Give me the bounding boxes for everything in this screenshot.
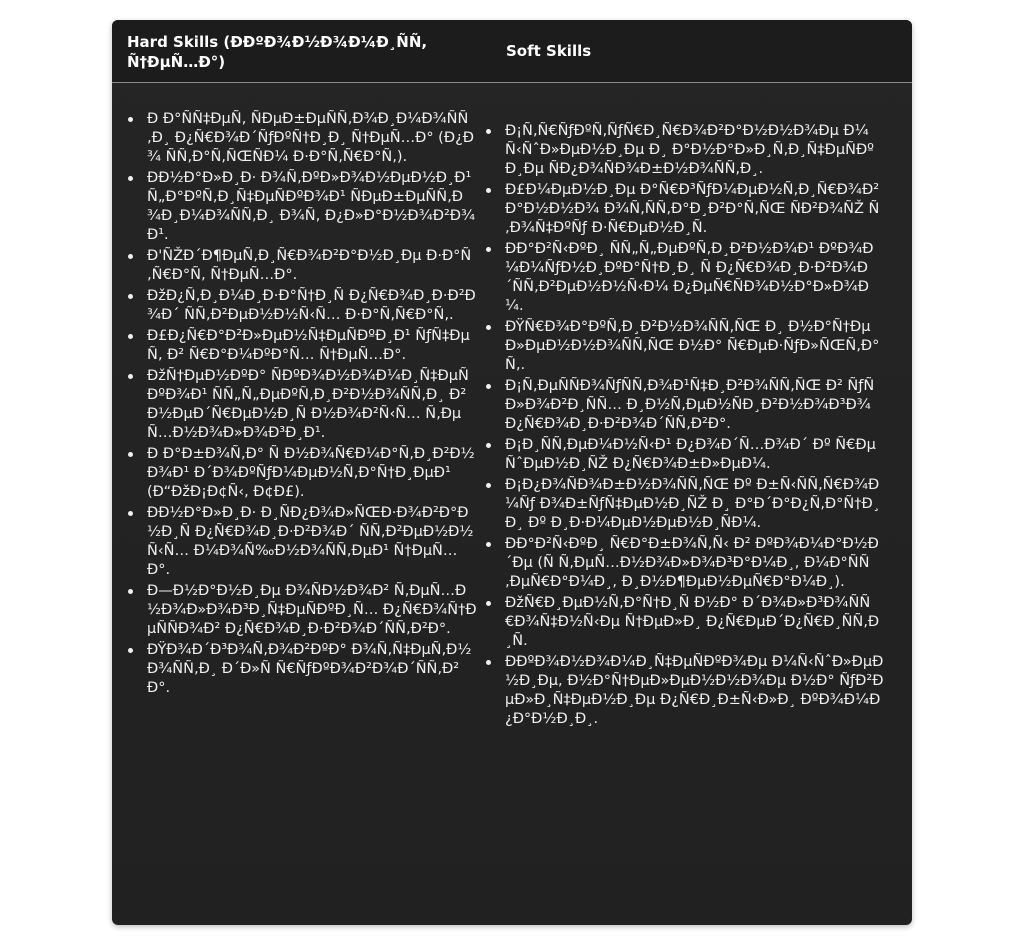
list-item — [505, 594, 885, 651]
soft-skill-text: Ð¡Ñ‚Ñ€ÑƒÐºÑ‚ÑƒÑ€Ð¸Ñ€Ð¾Ð²Ð°Ð½Ð½Ð¾Ðµ Ð¼Ñ‹ÑˆÐ»ÐµÐ½Ð¸Ðµ Ð¸ Ð°Ð½Ð°Ð»Ð¸Ñ‚Ð¸Ñ‡ÐµÑÐºÐ¸Ðµ ÑÐ¿Ð¾ÑÐ¾Ð±Ð½Ð¾ÑÑ‚Ð¸. — [505, 123, 875, 177]
soft-skill-text: ÐÐ°Ð²Ñ‹ÐºÐ¸ ÑÑ„Ñ„ÐµÐºÑ‚Ð¸Ð²Ð½Ð¾Ð¹ ÐºÐ¾Ð¼Ð¼ÑƒÐ½Ð¸ÐºÐ°Ñ†Ð¸Ð¸ Ñ Ð¿Ñ€Ð¾Ð¸Ð·Ð²Ð¾Ð´ÑÑ‚Ð²ÐµÐ½Ð½Ñ‹Ð¼ Ð¿ÐµÑ€ÑÐ¾Ð½Ð°Ð»Ð¾Ð¼. — [505, 241, 874, 314]
soft-skill-text: ÐÐºÐ¾Ð½Ð¾Ð¼Ð¸Ñ‡ÐµÑÐºÐ¾Ðµ Ð¼Ñ‹ÑˆÐ»ÐµÐ½Ð¸Ðµ, Ð½Ð°Ñ†ÐµÐ»ÐµÐ½Ð½Ð¾Ðµ Ð½Ð° ÑƒÐ²ÐµÐ»Ð¸Ñ‡ÐµÐ½Ð¸Ðµ Ð¿Ñ€Ð¸Ð±Ñ‹Ð»Ð¸ ÐºÐ¾Ð¼Ð¿Ð°Ð½Ð¸Ð¸. — [505, 654, 884, 727]
bullet-icon — [128, 589, 133, 594]
hard-skill-text: Ð£Ð¿Ñ€Ð°Ð²Ð»ÐµÐ½Ñ‡ÐµÑÐºÐ¸Ð¹ ÑƒÑ‡ÐµÑ‚ Ð² Ñ€Ð°Ð¼ÐºÐ°Ñ… Ñ†ÐµÑ…Ð°. — [147, 328, 470, 363]
hard-skill-text: Ð Ð°ÑÑ‡ÐµÑ‚ ÑÐµÐ±ÐµÑÑ‚Ð¾Ð¸Ð¼Ð¾ÑÑ‚Ð¸ Ð¿Ñ€Ð¾Ð´ÑƒÐºÑ†Ð¸Ð¸ Ñ†ÐµÑ…Ð° (Ð¿Ð¾ ÑÑ‚Ð°Ñ‚ÑŒÑÐ¼ Ð·Ð°Ñ‚Ñ€Ð°Ñ‚). — [147, 111, 475, 165]
hard-skill-text: ÐžÑ†ÐµÐ½ÐºÐ° ÑÐºÐ¾Ð½Ð¾Ð¼Ð¸Ñ‡ÐµÑÐºÐ¾Ð¹ ÑÑ„Ñ„ÐµÐºÑ‚Ð¸Ð²Ð½Ð¾ÑÑ‚Ð¸ Ð²Ð½ÐµÐ´Ñ€ÐµÐ½Ð¸Ñ Ð½Ð¾Ð²Ñ‹Ñ… Ñ‚ÐµÑ…Ð½Ð¾Ð»Ð¾Ð³Ð¸Ð¹. — [147, 368, 469, 441]
bullet-icon — [486, 325, 491, 330]
bullet-icon — [486, 129, 491, 134]
list-item — [505, 318, 885, 375]
soft-skill-text: ÐŸÑ€Ð¾Ð°ÐºÑ‚Ð¸Ð²Ð½Ð¾ÑÑ‚ÑŒ Ð¸ Ð½Ð°Ñ†ÐµÐ»ÐµÐ½Ð½Ð¾ÑÑ‚ÑŒ Ð½Ð° Ñ€ÐµÐ·ÑƒÐ»ÑŒÑ‚Ð°Ñ‚. — [505, 319, 880, 373]
list-item — [147, 445, 477, 502]
soft-skill-text: Ð¡Ð¿Ð¾ÑÐ¾Ð±Ð½Ð¾ÑÑ‚ÑŒ Ðº Ð±Ñ‹ÑÑ‚Ñ€Ð¾Ð¼Ñƒ Ð¾Ð±ÑƒÑ‡ÐµÐ½Ð¸ÑŽ Ð¸ Ð°Ð´Ð°Ð¿Ñ‚Ð°Ñ†Ð¸Ð¸ Ðº Ð¸Ð·Ð¼ÐµÐ½ÐµÐ½Ð¸ÑÐ¼. — [505, 477, 880, 531]
list-item — [147, 169, 477, 245]
soft-skills-cell — [491, 110, 912, 731]
bullet-icon — [486, 483, 491, 488]
list-item — [505, 653, 885, 729]
bullet-icon — [486, 542, 491, 547]
bullet-icon — [486, 443, 491, 448]
bullet-icon — [486, 247, 491, 252]
table-body-row — [112, 83, 912, 731]
bullet-icon — [486, 601, 491, 606]
list-item — [505, 181, 885, 238]
hard-skill-text: ÐÐ½Ð°Ð»Ð¸Ð· Ð¾Ñ‚ÐºÐ»Ð¾Ð½ÐµÐ½Ð¸Ð¹ Ñ„Ð°ÐºÑ‚Ð¸Ñ‡ÐµÑÐºÐ¾Ð¹ ÑÐµÐ±ÐµÑÑ‚Ð¾Ð¸Ð¼Ð¾ÑÑ‚Ð¸ Ð¾Ñ‚ Ð¿Ð»Ð°Ð½Ð¾Ð²Ð¾Ð¹. — [147, 170, 476, 243]
header-hard-skills: Hard Skills (ÐÐºÐ¾Ð½Ð¾Ð¼Ð¸ÑÑ, Ñ†ÐµÑ…Ð°) — [127, 33, 428, 71]
list-item — [147, 504, 477, 580]
list-item — [147, 641, 477, 698]
list-item — [505, 436, 885, 474]
bullet-icon — [128, 334, 133, 339]
list-item — [147, 287, 477, 325]
soft-skill-text: Ð¡Ñ‚ÐµÑÑÐ¾ÑƒÑÑ‚Ð¾Ð¹Ñ‡Ð¸Ð²Ð¾ÑÑ‚ÑŒ Ð² ÑƒÑÐ»Ð¾Ð²Ð¸ÑÑ… Ð¸Ð½Ñ‚ÐµÐ½ÑÐ¸Ð²Ð½Ð¾Ð³Ð¾ Ð¿Ñ€Ð¾Ð¸Ð·Ð²Ð¾Ð´ÑÑ‚Ð²Ð°. — [505, 378, 875, 432]
hard-skill-text: Ð—Ð½Ð°Ð½Ð¸Ðµ Ð¾ÑÐ½Ð¾Ð² Ñ‚ÐµÑ…Ð½Ð¾Ð»Ð¾Ð³Ð¸Ñ‡ÐµÑÐºÐ¸Ñ… Ð¿Ñ€Ð¾Ñ†ÐµÑÑÐ¾Ð² Ð¿Ñ€Ð¾Ð¸Ð·Ð²Ð¾Ð´ÑÑ‚Ð²Ð°. — [147, 583, 477, 637]
hard-skill-text: ÐÐ½Ð°Ð»Ð¸Ð· Ð¸ÑÐ¿Ð¾Ð»ÑŒÐ·Ð¾Ð²Ð°Ð½Ð¸Ñ Ð¿Ñ€Ð¾Ð¸Ð·Ð²Ð¾Ð´ ÑÑ‚Ð²ÐµÐ½Ð½Ñ‹Ñ… Ð¼Ð¾Ñ‰Ð½Ð¾ÑÑ‚ÐµÐ¹ Ñ†ÐµÑ…Ð°. — [147, 505, 474, 578]
list-item — [505, 476, 885, 533]
bullet-icon — [128, 511, 133, 516]
bullet-icon — [128, 294, 133, 299]
soft-skill-text: Ð¡Ð¸ÑÑ‚ÐµÐ¼Ð½Ñ‹Ð¹ Ð¿Ð¾Ð´Ñ…Ð¾Ð´ Ðº Ñ€ÐµÑˆÐµÐ½Ð¸ÑŽ Ð¿Ñ€Ð¾Ð±Ð»ÐµÐ¼. — [505, 437, 876, 472]
list-item — [505, 240, 885, 316]
soft-skills-list — [491, 122, 912, 729]
hard-skill-text: Ð Ð°Ð±Ð¾Ñ‚Ð° Ñ Ð½Ð¾Ñ€Ð¼Ð°Ñ‚Ð¸Ð²Ð½Ð¾Ð¹ Ð´Ð¾ÐºÑƒÐ¼ÐµÐ½Ñ‚Ð°Ñ†Ð¸ÐµÐ¹ (Ð“ÐžÐ¡Ð¢Ñ‹, Ð¢Ð£). — [147, 446, 475, 500]
list-item — [147, 582, 477, 639]
bullet-icon — [486, 384, 491, 389]
list-item — [147, 327, 477, 365]
bullet-icon — [128, 254, 133, 259]
hard-skills-cell — [112, 110, 491, 731]
soft-skill-text: Ð£Ð¼ÐµÐ½Ð¸Ðµ Ð°Ñ€Ð³ÑƒÐ¼ÐµÐ½Ñ‚Ð¸Ñ€Ð¾Ð²Ð°Ð½Ð½Ð¾ Ð¾Ñ‚ÑÑ‚Ð°Ð¸Ð²Ð°Ñ‚ÑŒ ÑÐ²Ð¾ÑŽ Ñ‚Ð¾Ñ‡ÐºÑƒ Ð·Ñ€ÐµÐ½Ð¸Ñ. — [505, 182, 880, 236]
bullet-icon — [486, 188, 491, 193]
hard-skills-list — [112, 110, 491, 698]
list-item — [505, 535, 885, 592]
bullet-icon — [486, 660, 491, 665]
hard-skill-text: ÐžÐ¿Ñ‚Ð¸Ð¼Ð¸Ð·Ð°Ñ†Ð¸Ñ Ð¿Ñ€Ð¾Ð¸Ð·Ð²Ð¾Ð´ ÑÑ‚Ð²ÐµÐ½Ð½Ñ‹Ñ… Ð·Ð°Ñ‚Ñ€Ð°Ñ‚. — [147, 288, 476, 323]
list-item — [147, 110, 477, 167]
bullet-icon — [128, 648, 133, 653]
list-item — [505, 122, 885, 179]
soft-skill-text: ÐÐ°Ð²Ñ‹ÐºÐ¸ Ñ€Ð°Ð±Ð¾Ñ‚Ñ‹ Ð² ÐºÐ¾Ð¼Ð°Ð½Ð´Ðµ (Ñ Ñ‚ÐµÑ…Ð½Ð¾Ð»Ð¾Ð³Ð°Ð¼Ð¸, Ð¼Ð°ÑÑ‚ÐµÑ€Ð°Ð¼Ð¸, Ð¸Ð½Ð¶ÐµÐ½ÐµÑ€Ð°Ð¼Ð¸). — [505, 536, 879, 590]
hard-skill-text: ÐŸÐ¾Ð´Ð³Ð¾Ñ‚Ð¾Ð²ÐºÐ° Ð¾Ñ‚Ñ‡ÐµÑ‚Ð½Ð¾ÑÑ‚Ð¸ Ð´Ð»Ñ Ñ€ÑƒÐºÐ¾Ð²Ð¾Ð´ÑÑ‚Ð²Ð°. — [147, 642, 472, 696]
list-item — [147, 367, 477, 443]
table-header-row — [112, 20, 912, 83]
list-item — [505, 377, 885, 434]
list-item — [147, 247, 477, 285]
bullet-icon — [128, 452, 133, 457]
bullet-icon — [128, 176, 133, 181]
header-soft-skills: Soft Skills — [506, 42, 592, 60]
soft-skill-text: ÐžÑ€Ð¸ÐµÐ½Ñ‚Ð°Ñ†Ð¸Ñ Ð½Ð° Ð´Ð¾Ð»Ð³Ð¾ÑÑ€Ð¾Ñ‡Ð½Ñ‹Ðµ Ñ†ÐµÐ»Ð¸ Ð¿Ñ€ÐµÐ´Ð¿Ñ€Ð¸ÑÑ‚Ð¸Ñ. — [505, 595, 880, 649]
bullet-icon — [128, 374, 133, 379]
skills-table — [112, 20, 912, 925]
bullet-icon — [128, 117, 133, 122]
hard-skill-text: Ð'ÑŽÐ´Ð¶ÐµÑ‚Ð¸Ñ€Ð¾Ð²Ð°Ð½Ð¸Ðµ Ð·Ð°Ñ‚Ñ€Ð°Ñ‚ Ñ†ÐµÑ…Ð°. — [147, 248, 472, 283]
